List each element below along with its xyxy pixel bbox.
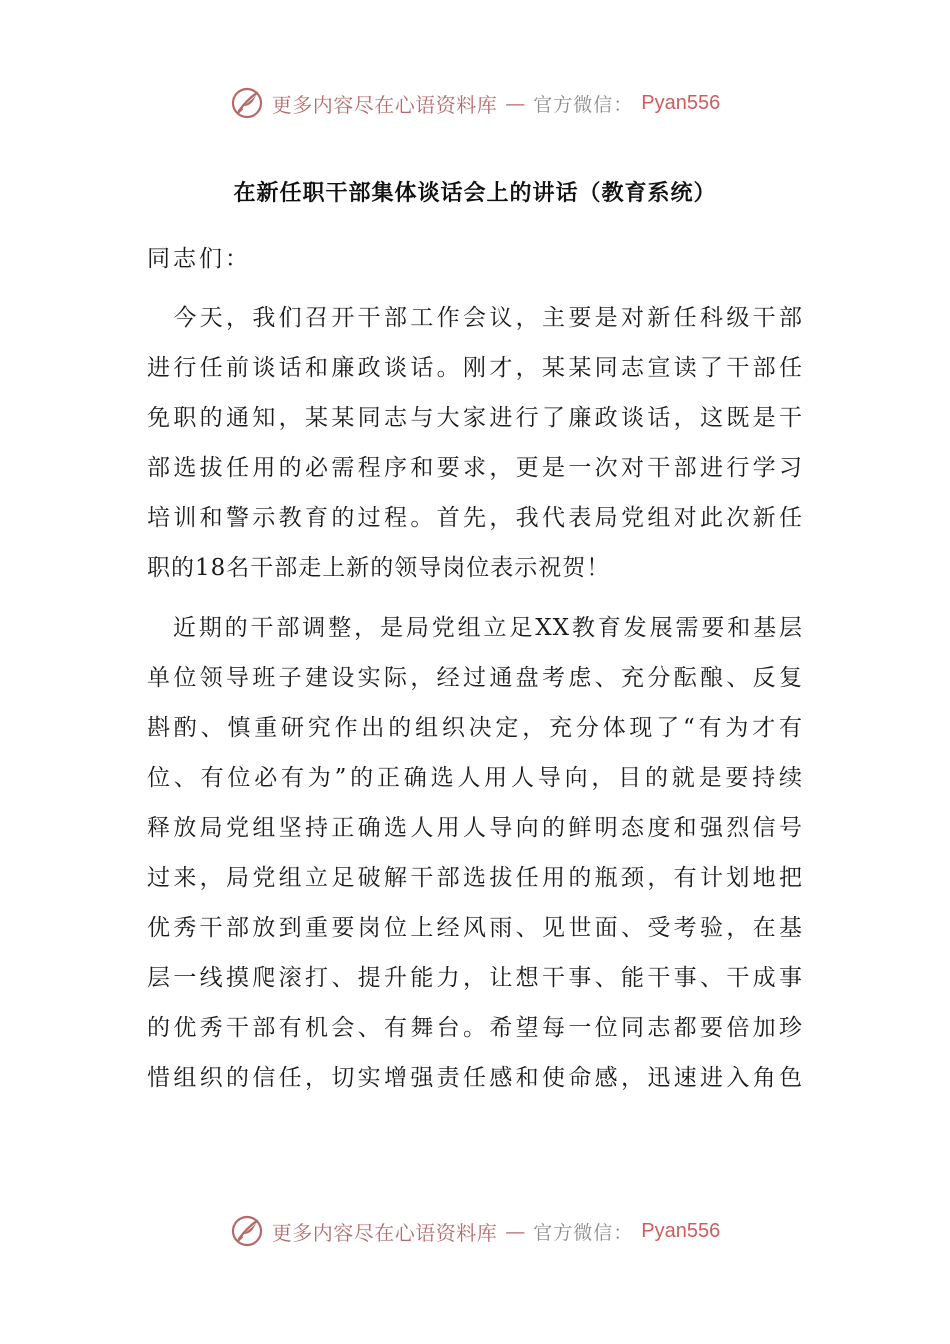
- banner-wechat-id: Pyan556: [641, 1219, 721, 1242]
- banner-dash: —: [505, 1219, 526, 1243]
- banner-wechat-id: Pyan556: [641, 91, 721, 114]
- paragraph-line: 部选拔任用的必需程序和要求，更是一次对干部进行学习: [147, 455, 803, 481]
- paragraph-line: 释放局党组坚持正确选人用人导向的鲜明态度和强烈信号: [147, 815, 803, 841]
- paragraph-line: 过来，局党组立足破解干部选拔任用的瓶颈，有计划地把: [147, 865, 803, 891]
- greeting: 同志们：: [147, 246, 251, 272]
- paragraph-line: 今天，我们召开干部工作会议，主要是对新任科级干部: [147, 305, 803, 331]
- paragraph-line: 斟酌、慎重研究作出的组织决定，充分体现了“有为才有: [147, 715, 803, 741]
- banner-wechat-label: 官方微信：: [533, 93, 634, 116]
- paragraph-line: 惜组织的信任，切实增强责任感和使命感，迅速进入角色: [147, 1065, 803, 1091]
- paragraph-line: 位、有位必有为”的正确选人用人导向，目的就是要持续: [147, 765, 803, 791]
- header-banner: [0, 83, 950, 123]
- document-title: 在新任职干部集体谈话会上的讲话（教育系统）: [233, 180, 717, 206]
- banner-text: 更多内容尽在心语资料库: [271, 1220, 498, 1245]
- paragraph-line: 层一线摸爬滚打、提升能力，让想干事、能干事、干成事: [147, 965, 803, 991]
- banner-dash: —: [505, 91, 526, 115]
- paragraph-line: 优秀干部放到重要岗位上经风雨、见世面、受考验，在基: [147, 915, 803, 941]
- paragraph-line: 进行任前谈话和廉政谈话。刚才，某某同志宣读了干部任: [147, 355, 803, 381]
- quill-logo-icon: [230, 1214, 264, 1248]
- paragraph-line: 近期的干部调整，是局党组立足XX教育发展需要和基层: [147, 615, 803, 641]
- paragraph-line: 单位领导班子建设实际，经过通盘考虑、充分酝酿、反复: [147, 665, 803, 691]
- paragraph-1: [147, 293, 803, 593]
- paragraph-line: 免职的通知，某某同志与大家进行了廉政谈话，这既是干: [147, 405, 803, 431]
- paragraph-line: 的优秀干部有机会、有舞台。希望每一位同志都要倍加珍: [147, 1015, 803, 1041]
- paragraph-2: [147, 603, 803, 1103]
- banner-wechat-label: 官方微信：: [533, 1221, 634, 1244]
- paragraph-line: 职的18名干部走上新的领导岗位表示祝贺！: [147, 555, 611, 581]
- paragraph-line: 培训和警示教育的过程。首先，我代表局党组对此次新任: [147, 505, 803, 531]
- quill-logo-icon: [230, 86, 264, 120]
- banner-text: 更多内容尽在心语资料库: [271, 92, 498, 117]
- footer-banner: [0, 1211, 950, 1251]
